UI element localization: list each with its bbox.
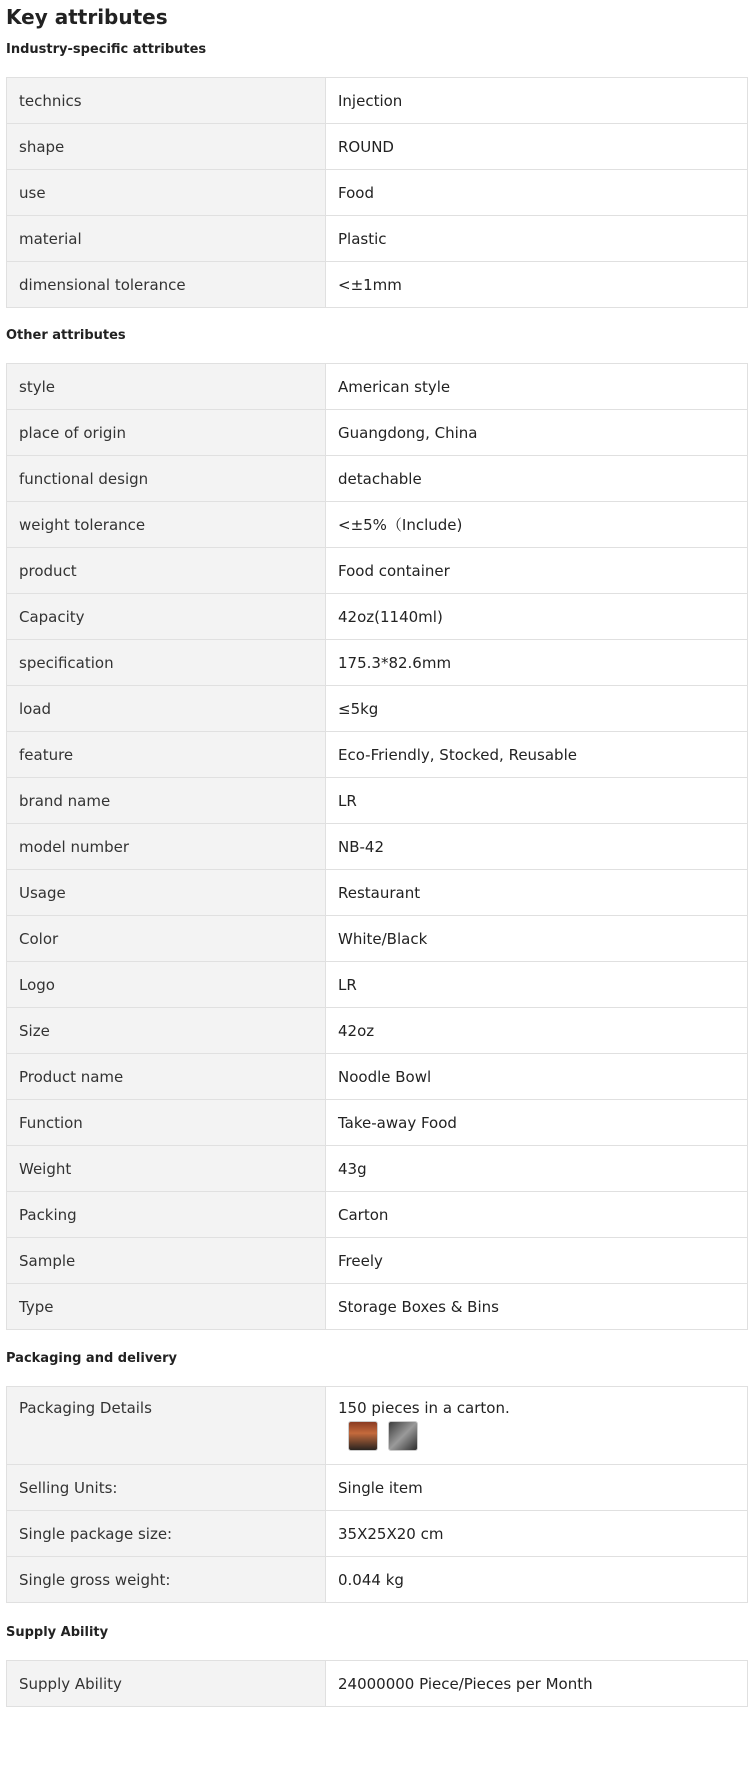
section-heading-supply: Supply Ability: [6, 1625, 109, 1640]
attribute-key: dimensional tolerance: [7, 262, 326, 308]
packaging-photo-thumbnail[interactable]: [388, 1421, 418, 1451]
attribute-key: Color: [7, 916, 326, 962]
table-row: [7, 1557, 748, 1603]
attribute-value: Eco-Friendly, Stocked, Reusable: [326, 732, 748, 778]
attribute-key: Usage: [7, 870, 326, 916]
attribute-key: load: [7, 686, 326, 732]
attribute-value: 42oz(1140ml): [326, 594, 748, 640]
attribute-value: White/Black: [326, 916, 748, 962]
attribute-value: Food: [326, 170, 748, 216]
attributes-table-industry: [6, 77, 748, 308]
table-row: [7, 456, 748, 502]
table-row: [7, 870, 748, 916]
table-row: [7, 1511, 748, 1557]
table-row: [7, 1238, 748, 1284]
table-row: [7, 170, 748, 216]
attribute-key: Packing: [7, 1192, 326, 1238]
packaging-photo-thumbnail[interactable]: [348, 1421, 378, 1451]
table-row: [7, 262, 748, 308]
attribute-value: Injection: [326, 78, 748, 124]
attributes-panel: [6, 0, 748, 1707]
attribute-value: NB-42: [326, 824, 748, 870]
attribute-key: Selling Units:: [7, 1465, 326, 1511]
attribute-key: Single gross weight:: [7, 1557, 326, 1603]
attribute-value: 43g: [326, 1146, 748, 1192]
table-row: [7, 502, 748, 548]
table-row: [7, 364, 748, 410]
attribute-value: American style: [326, 364, 748, 410]
attribute-key: product: [7, 548, 326, 594]
attribute-value: ≤5kg: [326, 686, 748, 732]
table-row: [7, 1661, 748, 1707]
table-row: [7, 1146, 748, 1192]
attribute-key: weight tolerance: [7, 502, 326, 548]
attribute-key: brand name: [7, 778, 326, 824]
attribute-value: <±5%（Include): [326, 502, 748, 548]
attributes-table-supply: [6, 1660, 748, 1707]
attribute-key: Logo: [7, 962, 326, 1008]
table-row: [7, 124, 748, 170]
attributes-table-packaging: [6, 1386, 748, 1603]
table-row: [7, 594, 748, 640]
attribute-key: shape: [7, 124, 326, 170]
attribute-value: detachable: [326, 456, 748, 502]
table-row: [7, 78, 748, 124]
section-heading-industry: Industry-specific attributes: [6, 42, 207, 57]
table-row: [7, 1465, 748, 1511]
attribute-key: Packaging Details: [7, 1387, 326, 1465]
attribute-key: Supply Ability: [7, 1661, 326, 1707]
attribute-value: Food container: [326, 548, 748, 594]
attribute-key: place of origin: [7, 410, 326, 456]
table-row: [7, 916, 748, 962]
attribute-value-cell: [326, 1387, 748, 1465]
table-row: [7, 778, 748, 824]
attribute-value: Noodle Bowl: [326, 1054, 748, 1100]
attribute-key: Function: [7, 1100, 326, 1146]
attribute-value: LR: [326, 962, 748, 1008]
table-row: [7, 1192, 748, 1238]
attribute-key: Type: [7, 1284, 326, 1330]
attribute-key: Product name: [7, 1054, 326, 1100]
attribute-key: model number: [7, 824, 326, 870]
attribute-key: material: [7, 216, 326, 262]
attribute-value: Plastic: [326, 216, 748, 262]
attribute-value: Carton: [326, 1192, 748, 1238]
attribute-value: Take-away Food: [326, 1100, 748, 1146]
attribute-value: Storage Boxes & Bins: [326, 1284, 748, 1330]
attribute-value: ROUND: [326, 124, 748, 170]
table-row: [7, 548, 748, 594]
page-title: Key attributes: [6, 5, 168, 29]
table-row: [7, 410, 748, 456]
attribute-value: Single item: [326, 1465, 748, 1511]
table-row: [7, 1284, 748, 1330]
table-row: [7, 1387, 748, 1465]
table-row: [7, 962, 748, 1008]
attribute-value: Guangdong, China: [326, 410, 748, 456]
attribute-key: feature: [7, 732, 326, 778]
attribute-value: Restaurant: [326, 870, 748, 916]
attribute-key: Sample: [7, 1238, 326, 1284]
table-row: [7, 686, 748, 732]
attribute-value: 0.044 kg: [326, 1557, 748, 1603]
attribute-key: Single package size:: [7, 1511, 326, 1557]
attribute-value: LR: [326, 778, 748, 824]
table-row: [7, 732, 748, 778]
table-row: [7, 1008, 748, 1054]
attribute-key: specification: [7, 640, 326, 686]
attribute-key: style: [7, 364, 326, 410]
attribute-key: functional design: [7, 456, 326, 502]
attribute-value: 24000000 Piece/Pieces per Month: [326, 1661, 748, 1707]
attribute-value: 35X25X20 cm: [326, 1511, 748, 1557]
attribute-value: 42oz: [326, 1008, 748, 1054]
table-row: [7, 1100, 748, 1146]
packaging-thumbnails: [338, 1421, 735, 1451]
table-row: [7, 640, 748, 686]
table-row: [7, 1054, 748, 1100]
section-heading-packaging: Packaging and delivery: [6, 1351, 177, 1366]
attribute-key: technics: [7, 78, 326, 124]
attribute-key: Size: [7, 1008, 326, 1054]
attribute-key: Capacity: [7, 594, 326, 640]
attribute-value: Freely: [326, 1238, 748, 1284]
table-row: [7, 824, 748, 870]
section-heading-other: Other attributes: [6, 328, 126, 343]
attribute-value: 175.3*82.6mm: [326, 640, 748, 686]
attribute-key: use: [7, 170, 326, 216]
attribute-key: Weight: [7, 1146, 326, 1192]
attributes-table-other: [6, 363, 748, 1330]
attribute-value: 150 pieces in a carton.: [338, 1399, 510, 1417]
table-row: [7, 216, 748, 262]
attribute-value: <±1mm: [326, 262, 748, 308]
